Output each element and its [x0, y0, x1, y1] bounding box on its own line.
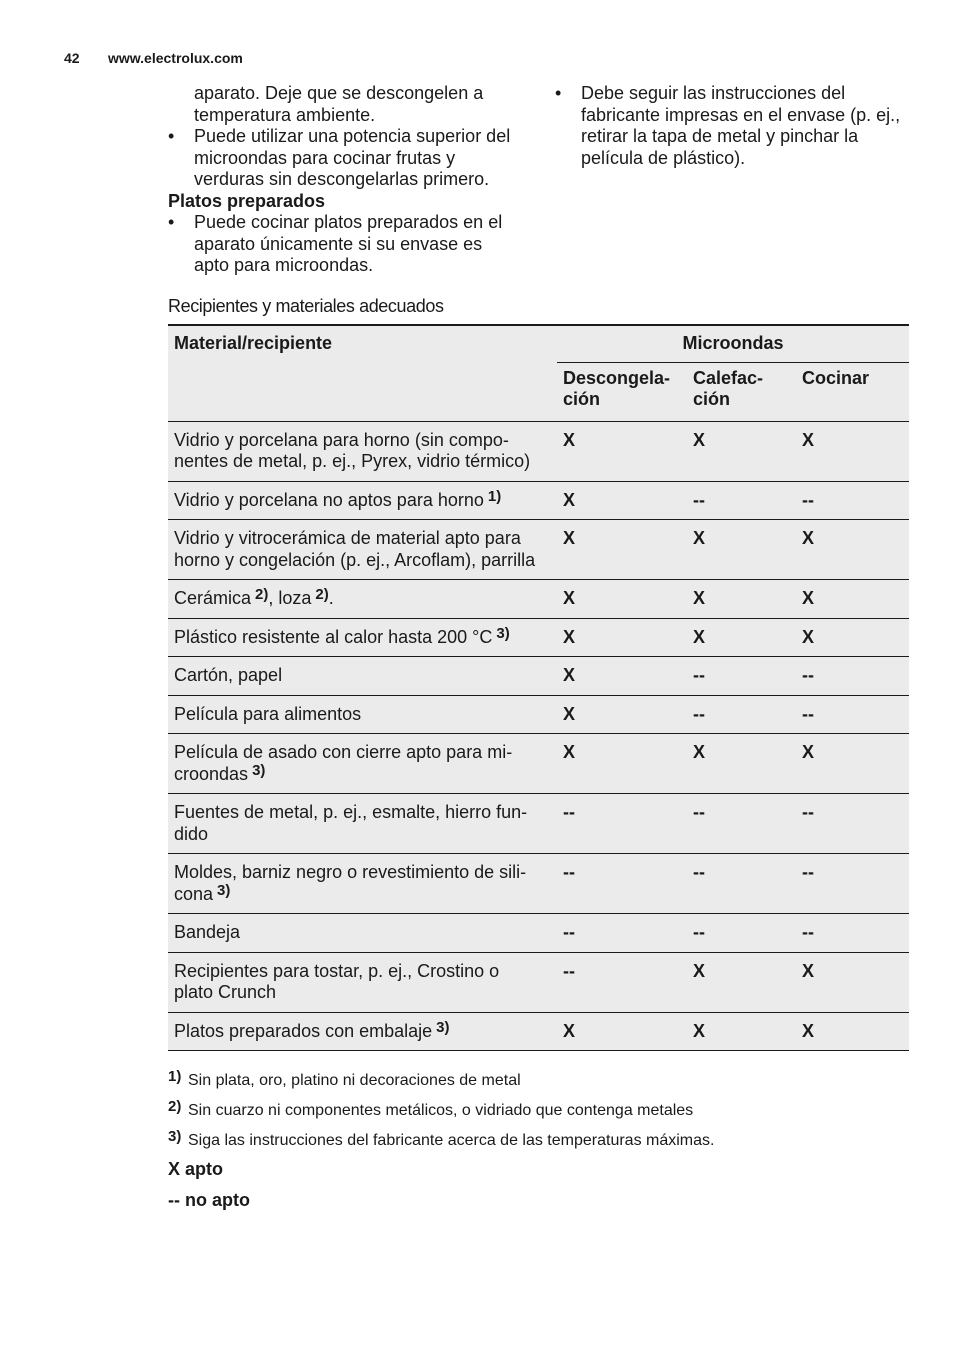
- table-row: [168, 618, 909, 657]
- header-microondas: Microondas: [557, 325, 909, 362]
- suitability-cell: --: [796, 695, 909, 734]
- bullet-dot: •: [555, 83, 562, 103]
- material-cell: Vidrio y porcelana no aptos para horno $^{1)}$: [168, 481, 557, 520]
- suitability-cell: --: [687, 695, 796, 734]
- suitability-cell: X: [796, 1012, 909, 1051]
- subheading: Platos preparados: [168, 190, 326, 211]
- suitability-cell: X: [557, 618, 687, 657]
- header-defrost: Descongela- ción: [557, 362, 687, 421]
- table-row: [168, 580, 909, 619]
- suitability-cell: --: [796, 854, 909, 914]
- footnotes: [168, 1064, 714, 1154]
- suitability-cell: X: [557, 1012, 687, 1051]
- table-row: [168, 914, 909, 953]
- table-body: [168, 421, 909, 1051]
- footnote-ref: 3): [217, 881, 231, 899]
- footnote-ref: 3): [496, 624, 510, 642]
- footnote-text: Sin cuarzo ni componentes metálicos, o vidriado que contenga metales: [188, 1102, 694, 1119]
- right-column: [555, 83, 915, 169]
- material-cell: Película para alimentos: [168, 695, 557, 734]
- suitability-cell: --: [557, 854, 687, 914]
- suitability-cell: X: [557, 580, 687, 619]
- suitability-cell: X: [687, 520, 796, 580]
- material-cell: Plástico resistente al calor hasta 200 °C $^{3)}$: [168, 618, 557, 657]
- footnote-ref: 3): [252, 761, 266, 779]
- table-row: [168, 421, 909, 481]
- footnote-number: 2): [168, 1098, 182, 1115]
- suitability-cell: --: [687, 657, 796, 696]
- suitability-cell: --: [796, 657, 909, 696]
- suitability-cell: X: [796, 421, 909, 481]
- suitability-cell: X: [796, 580, 909, 619]
- suitability-cell: X: [557, 734, 687, 794]
- footnote: [168, 1094, 714, 1124]
- page-number: 42: [64, 50, 80, 66]
- bullet-dot: •: [168, 126, 175, 146]
- table-row: [168, 520, 909, 580]
- table-row: [168, 854, 909, 914]
- material-cell: Moldes, barniz negro o revestimiento de sili- cona $^{3)}$: [168, 854, 557, 914]
- table-row: [168, 734, 909, 794]
- footnote-ref: 2): [315, 586, 329, 603]
- footnote: [168, 1064, 714, 1094]
- footnote-ref: 3): [436, 1018, 450, 1036]
- suitability-cell: --: [796, 914, 909, 953]
- legend-apt: X apto: [168, 1159, 224, 1179]
- suitability-cell: X: [796, 618, 909, 657]
- suitability-cell: X: [557, 421, 687, 481]
- material-cell: Cerámica $^{2)}$, loza $^{2)}$.: [168, 580, 557, 619]
- bullet-item: • Puede cocinar platos preparados en el aparato únicamente si su envase es apto para microondas.: [168, 212, 503, 275]
- material-cell: Platos preparados con embalaje $^{3)}$: [168, 1012, 557, 1051]
- suitability-cell: X: [687, 1012, 796, 1051]
- table-row: [168, 1012, 909, 1051]
- left-column: [168, 83, 528, 277]
- footnote-ref: 1): [487, 487, 502, 505]
- materials-table: [168, 324, 909, 1051]
- suitability-cell: --: [796, 481, 909, 520]
- footnote: [168, 1124, 714, 1154]
- table-caption: Recipientes y materiales adecuados: [168, 296, 444, 316]
- suitability-cell: --: [557, 794, 687, 854]
- footnote-text: Sin plata, oro, platino ni decoraciones de metal: [188, 1072, 521, 1089]
- material-cell: Bandeja: [168, 914, 557, 953]
- suitability-cell: --: [687, 794, 796, 854]
- suitability-cell: --: [687, 854, 796, 914]
- material-cell: Vidrio y vitrocerámica de material apto para horno y congelación (p. ej., Arcoflam), parrilla: [168, 520, 557, 580]
- continued-text: aparato. Deje que se descongelen a temperatura ambiente.: [194, 83, 484, 125]
- suitability-cell: --: [687, 481, 796, 520]
- material-cell: Vidrio y porcelana para horno (sin compo- nentes de metal, p. ej., Pyrex, vidrio térmico): [168, 421, 557, 481]
- footnote-number: 1): [168, 1068, 182, 1085]
- table-row: [168, 794, 909, 854]
- header-material: Material/recipiente: [168, 325, 557, 421]
- suitability-cell: --: [557, 952, 687, 1012]
- bullet-item: • Puede utilizar una potencia superior del microondas para cocinar frutas y verduras sin descongelarlas primero.: [168, 126, 511, 189]
- table-row: [168, 481, 909, 520]
- suitability-cell: --: [687, 914, 796, 953]
- suitability-cell: X: [687, 618, 796, 657]
- bullet-item: • Debe seguir las instrucciones del fabricante impresas en el envase (p. ej., retirar la tapa de metal y pinchar la película de plástico).: [555, 83, 901, 168]
- suitability-cell: X: [687, 580, 796, 619]
- material-cell: Película de asado con cierre apto para mi- croondas $^{3)}$: [168, 734, 557, 794]
- footnote-text: Siga las instrucciones del fabricante acerca de las temperaturas máximas.: [188, 1132, 715, 1149]
- suitability-cell: X: [557, 520, 687, 580]
- material-cell: Fuentes de metal, p. ej., esmalte, hierro fun- dido: [168, 794, 557, 854]
- suitability-cell: X: [796, 734, 909, 794]
- suitability-cell: X: [557, 481, 687, 520]
- suitability-cell: --: [796, 794, 909, 854]
- page-header: [64, 50, 243, 66]
- suitability-cell: X: [687, 734, 796, 794]
- header-heating: Calefac- ción: [687, 362, 796, 421]
- site-url: www.electrolux.com: [108, 50, 243, 66]
- suitability-cell: X: [796, 520, 909, 580]
- legend-not-apt: -- no apto: [168, 1190, 250, 1210]
- suitability-cell: X: [687, 421, 796, 481]
- suitability-cell: --: [557, 914, 687, 953]
- bullet-dot: •: [168, 212, 175, 232]
- material-cell: Cartón, papel: [168, 657, 557, 696]
- footnote-number: 3): [168, 1128, 182, 1145]
- table-row: [168, 657, 909, 696]
- suitability-cell: X: [796, 952, 909, 1012]
- header-cook: Cocinar: [796, 362, 909, 421]
- suitability-cell: X: [557, 657, 687, 696]
- suitability-cell: X: [687, 952, 796, 1012]
- table-row: [168, 695, 909, 734]
- table-row: [168, 952, 909, 1012]
- material-cell: Recipientes para tostar, p. ej., Crostino o plato Crunch: [168, 952, 557, 1012]
- footnote-ref: 2): [255, 586, 269, 603]
- suitability-cell: X: [557, 695, 687, 734]
